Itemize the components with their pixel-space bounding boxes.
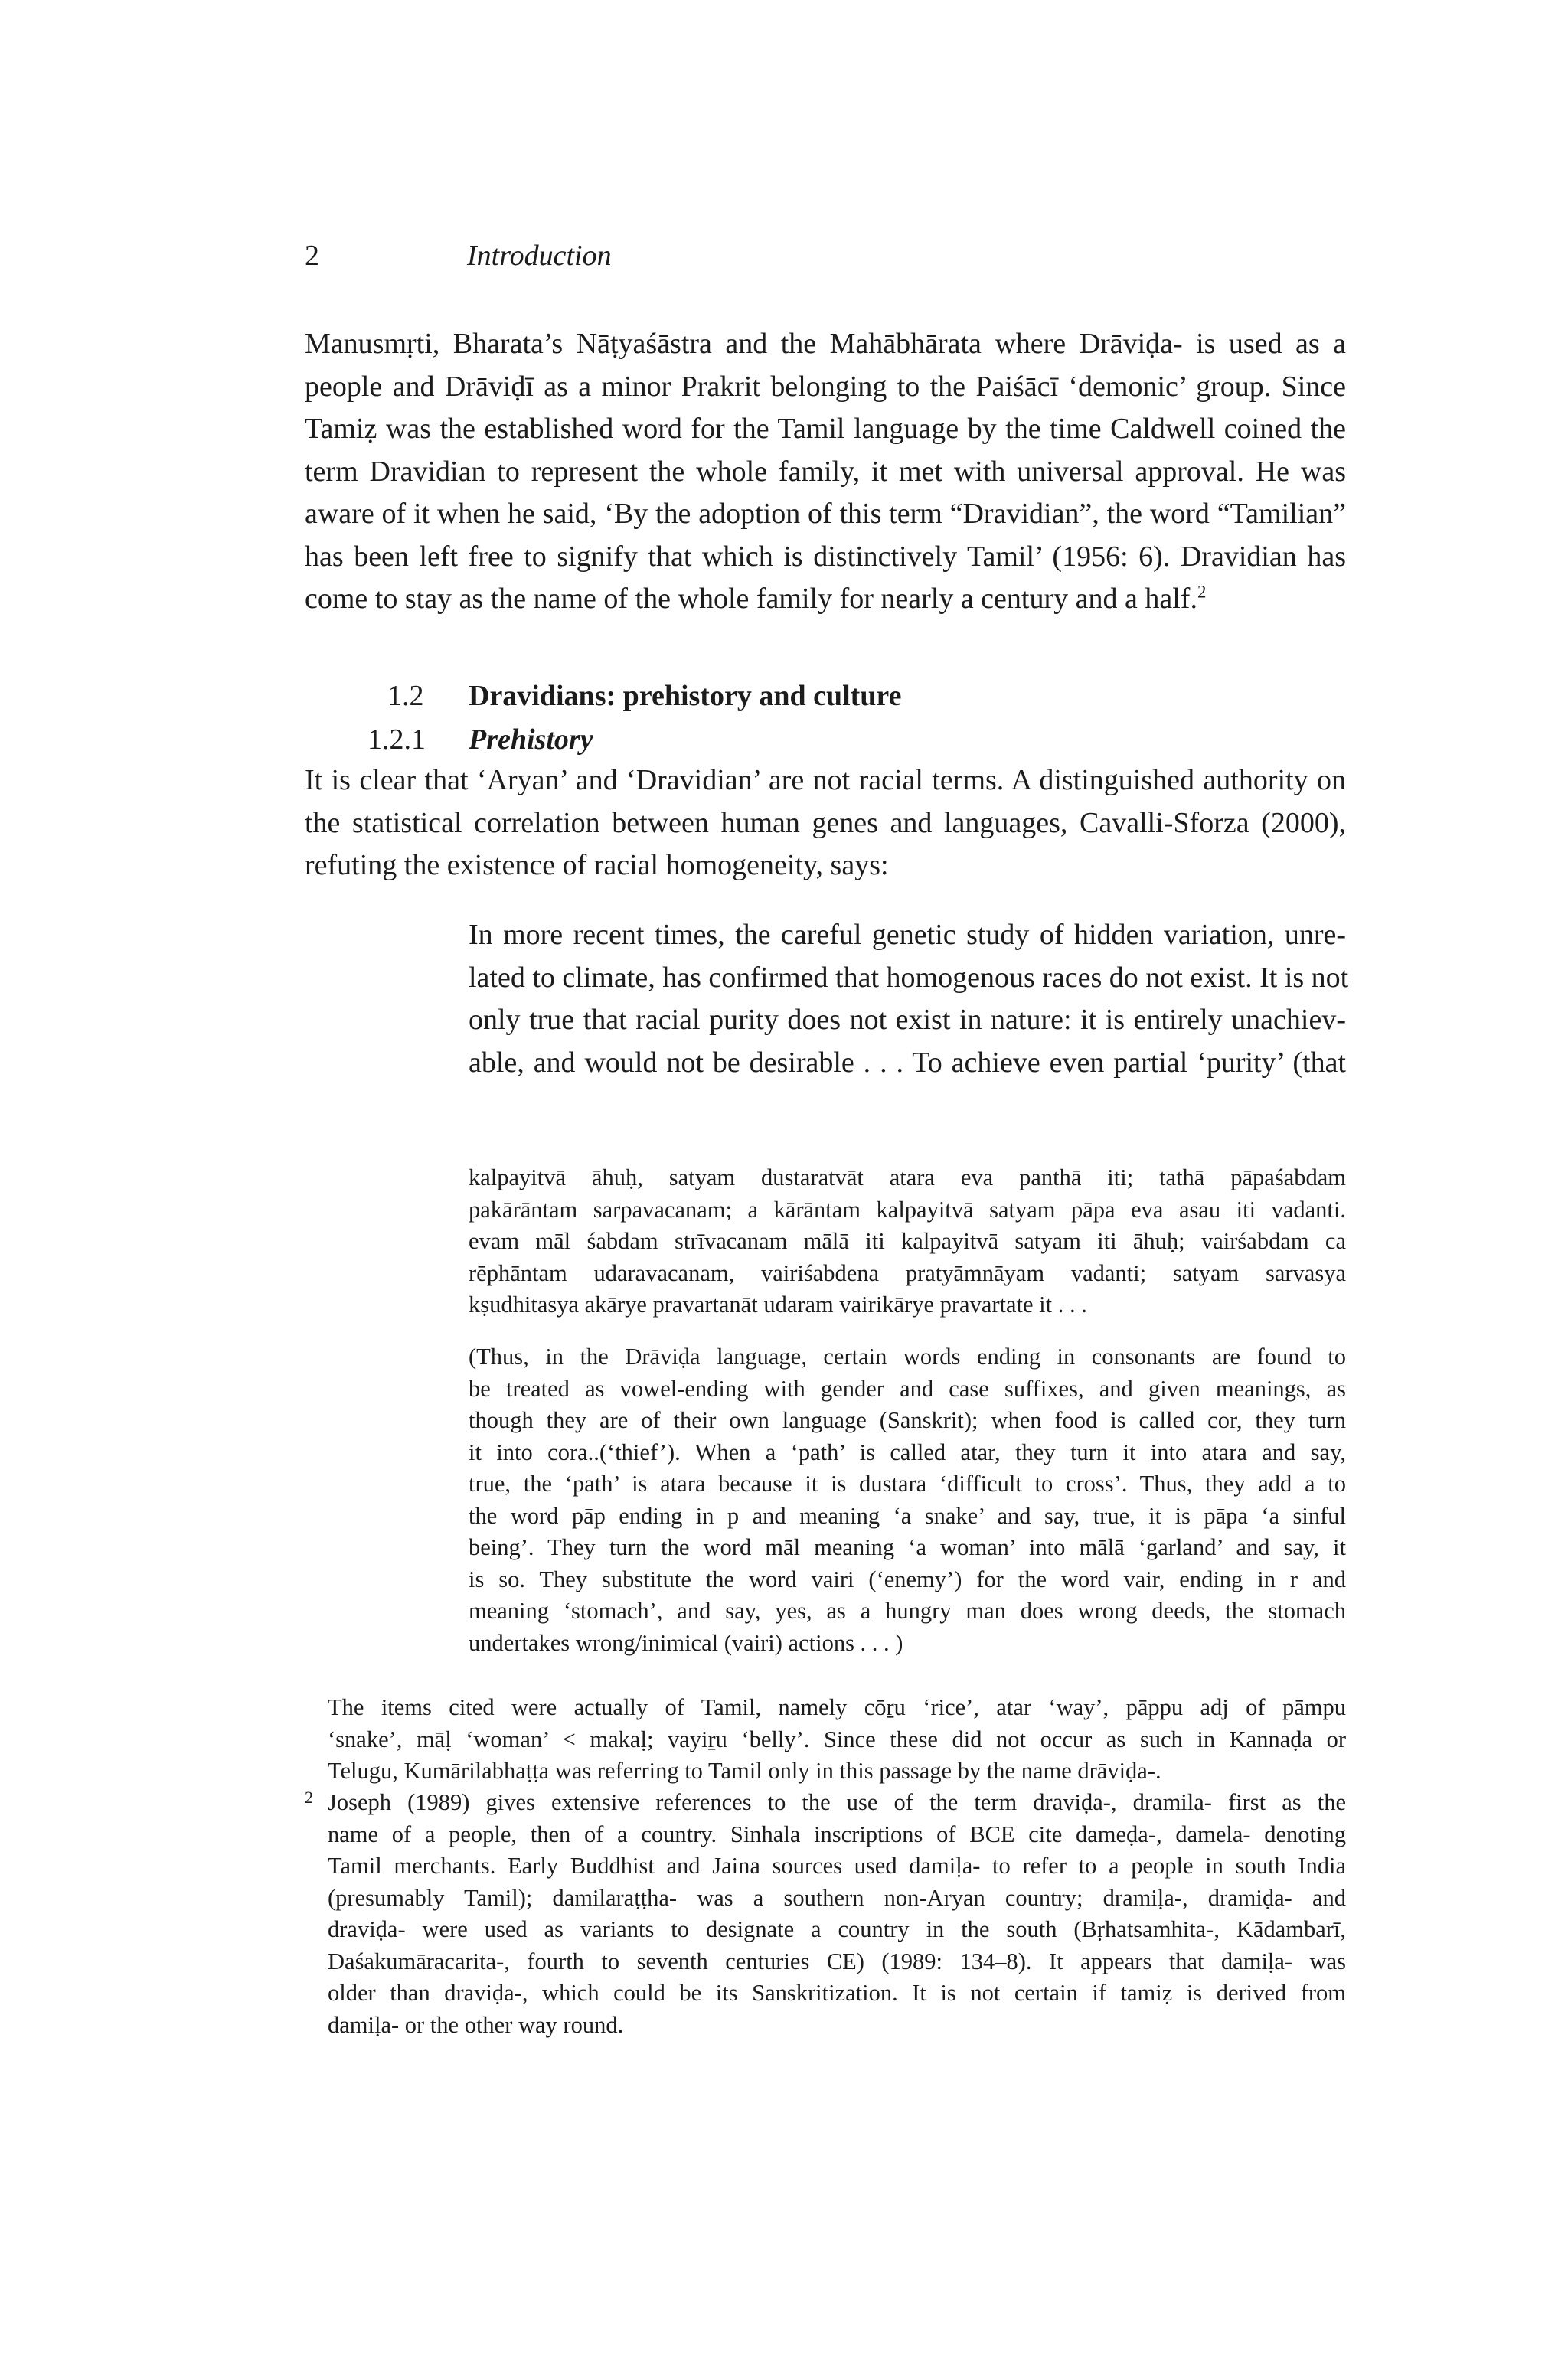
footnote-2 — [328, 1787, 1346, 2041]
text-line: Manusmṛti, Bharata’s Nāṭyaśāstra and the Mahābhārata where Drāviḍa- is used as a — [305, 328, 1346, 360]
footnote-ref: 2 — [1197, 582, 1207, 602]
footnote-line: the word pāp ending in p and meaning ‘a snake’ and say, true, it is pāpa ‘a sinful — [469, 1502, 1346, 1529]
footnote-line: (presumably Tamil); damilaraṭṭha- was a southern non-Aryan country; dramiḷa-, dramiḍa- and — [328, 1884, 1346, 1911]
subsection-title: Prehistory — [469, 723, 593, 756]
paragraph-prehistory — [305, 759, 1346, 887]
text-line: people and Drāviḍī as a minor Prakrit belonging to the Paiśācī ‘demonic’ group. Since — [305, 370, 1346, 403]
block-quote — [469, 914, 1349, 1084]
footnote-line: damiḷa- or the other way round. — [328, 2011, 624, 2038]
quote-line: lated to climate, has confirmed that homogenous races do not exist. It is not — [469, 961, 1349, 994]
text-line-last — [305, 578, 1346, 621]
footnote-line: kalpayitvā āhuḥ, satyam dustaratvāt atara eva panthā iti; tathā pāpaśabdam — [469, 1164, 1346, 1190]
text-line: aware of it when he said, ‘By the adoption of this term “Dravidian”, the word “Tamilian” — [305, 498, 1346, 530]
quote-line: able, and would not be desirable . . . To achieve even partial ‘purity’ (that — [469, 1046, 1346, 1079]
footnote-line: Daśakumāracarita-, fourth to seventh centuries CE) (1989: 134–8). It appears that damiḷa- was — [328, 1948, 1346, 1974]
section-number: 1.2 — [387, 680, 424, 712]
footnote-line: it into cora..(‘thief’). When a ‘path’ is called atar, they turn it into atara and say, — [469, 1439, 1346, 1465]
section-title: Dravidians: prehistory and culture — [469, 680, 902, 712]
text-line: come to stay as the name of the whole family for nearly a century and a half. — [305, 583, 1197, 615]
footnote-line: pakārāntam sarpavacanam; a kārāntam kalpayitvā satyam pāpa eva asau iti vadanti. — [469, 1196, 1346, 1223]
footnote-line: older than draviḍa-, which could be its Sanskritization. It is not certain if tamiẓ is derived from — [328, 1980, 1346, 2006]
text-line: refuting the existence of racial homogeneity, says: — [305, 849, 889, 881]
footnote-line: be treated as vowel-ending with gender and case suffixes, and given meanings, as — [469, 1375, 1346, 1402]
footnote-line: name of a people, then of a country. Sinhala inscriptions of BCE cite dameḍa-, damela- denoting — [328, 1821, 1346, 1847]
footnote-line: evam māl śabdam strīvacanam mālā iti kalpayitvā satyam iti āhuḥ; vairśabdam ca — [469, 1228, 1346, 1254]
footnote-line: Telugu, Kumārilabhaṭṭa was referring to Tamil only in this passage by the name drāviḍa-. — [328, 1758, 1161, 1784]
footnote-line: though they are of their own language (Sanskrit); when food is called cor, they turn — [469, 1407, 1346, 1433]
footnote-sanskrit-quote — [469, 1162, 1346, 1321]
footnote-line: meaning ‘stomach’, and say, yes, as a hungry man does wrong deeds, the stomach — [469, 1598, 1346, 1624]
footnote-line: rēphāntam udaravacanam, vairiśabdena pratyāmnāyam vadanti; satyam sarvasya — [469, 1259, 1346, 1286]
page-number: 2 — [305, 240, 319, 272]
footnote-line: draviḍa- were used as variants to designate a country in the south (Bṛhatsamhita-, Kādambarī, — [328, 1916, 1346, 1942]
footnote-line: Joseph (1989) gives extensive references to the use of the term draviḍa-, dramila- first as the — [328, 1789, 1346, 1815]
text-line: term Dravidian to represent the whole family, it met with universal approval. He was — [305, 455, 1346, 488]
quote-line: In more recent times, the careful genetic study of hidden variation, unre- — [469, 919, 1346, 951]
text-line: has been left free to signify that which is distinctively Tamil’ (1956: 6). Dravidian has — [305, 540, 1346, 573]
footnote-line: Tamil merchants. Early Buddhist and Jaina sources used damiḷa- to refer to a people in south India — [328, 1853, 1346, 1879]
section-heading — [387, 676, 901, 716]
footnote-tamil-items — [328, 1692, 1346, 1788]
footnote-2-marker: 2 — [305, 1788, 313, 1807]
quote-line: only true that racial purity does not exist in nature: it is entirely unachiev- — [469, 1004, 1346, 1036]
footnote-line: being’. They turn the word māl meaning ‘a woman’ into mālā ‘garland’ and say, it — [469, 1534, 1346, 1560]
subsection-heading — [368, 720, 593, 759]
paragraph-caldwell — [305, 323, 1346, 621]
footnote-line: undertakes wrong/inimical (vairi) actions . . . ) — [469, 1629, 903, 1656]
text-line: the statistical correlation between human genes and languages, Cavalli-Sforza (2000), — [305, 806, 1346, 839]
footnote-line: (Thus, in the Drāviḍa language, certain words ending in consonants are found to — [469, 1344, 1346, 1370]
footnote-line: The items cited were actually of Tamil, namely cōṟu ‘rice’, atar ‘way’, pāppu adj of pāmpu — [328, 1694, 1346, 1720]
running-head: Introduction — [467, 240, 612, 272]
footnote-line: is so. They substitute the word vairi (‘enemy’) for the word vair, ending in r and — [469, 1566, 1346, 1592]
footnote-line: ‘snake’, māḷ ‘woman’ < makaḷ; vayiṟu ‘belly’. Since these did not occur as such in Kannaḍa or — [328, 1726, 1346, 1752]
footnote-translation — [469, 1341, 1346, 1659]
subsection-number: 1.2.1 — [368, 723, 426, 756]
text-line: Tamiẓ was the established word for the Tamil language by the time Caldwell coined the — [305, 413, 1346, 445]
footnote-line: true, the ‘path’ is atara because it is dustara ‘difficult to cross’. Thus, they add a to — [469, 1471, 1346, 1497]
footnote-line: kṣudhitasya akārye pravartanāt udaram vairikārye pravartate it . . . — [469, 1292, 1087, 1318]
text-line: It is clear that ‘Aryan’ and ‘Dravidian’ are not racial terms. A distinguished authority on — [305, 764, 1346, 796]
